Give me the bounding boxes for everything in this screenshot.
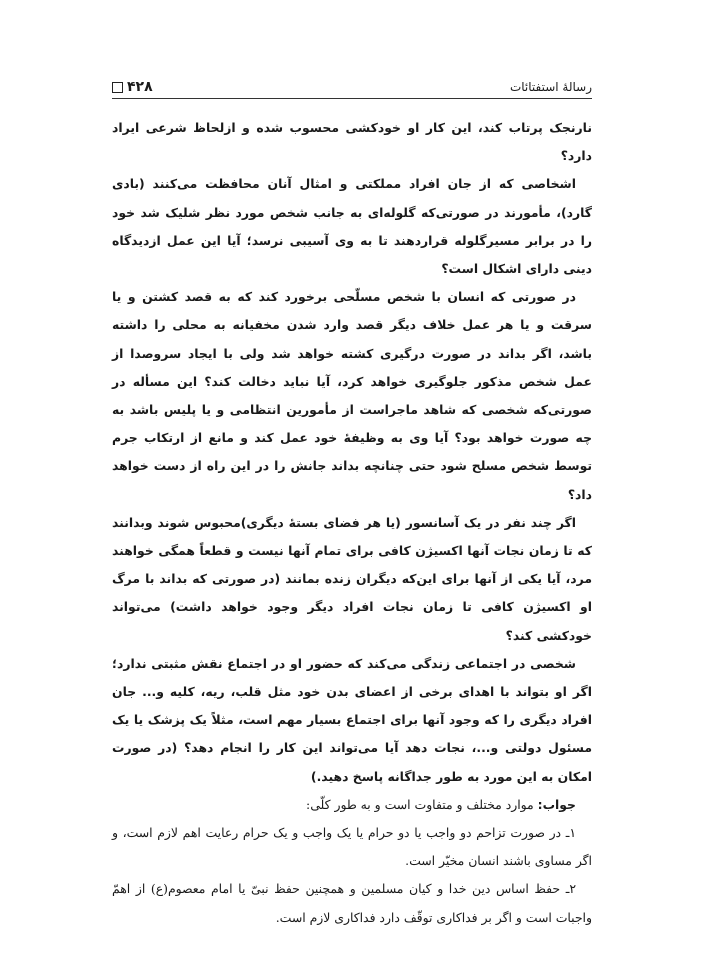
running-title: رسالۀ استفتائات — [509, 80, 592, 94]
answer-intro-paragraph — [112, 791, 592, 819]
answer-label: جواب: — [537, 796, 576, 812]
question-paragraph: در صورتی که انسان با شخص مسلّحی برخورد کند که به قصد کشتن و یا سرقت و یا هر عمل خلاف دیگر قصد وارد شدن مخفیانه به محلی را داشته باشد، اگر بداند در صورت درگیری کشته خواهد شد ولی با ایجاد سروصدا از عمل شخص مذکور جلوگیری خواهد کرد، آیا نباید دخالت کند؟ این مسأله در صورتی‌که شخصی که شاهد ماجراست از مأمورین انتظامی و یا پلیس باشد به چه صورت خواهد بود؟ آیا وی به وظیفۀ خود عمل کند و مانع از ارتکاب جرم توسط شخص مسلح شود حتی چنانچه بداند جانش را در این راه از دست خواهد داد؟ — [112, 289, 592, 502]
question-paragraph: اگر چند نفر در یک آسانسور (یا هر فضای بستۀ دیگری)محبوس شوند وبدانند که تا زمان نجات آنها اکسیژن کافی برای تمام آنها نیست و قطعاً همگی خواهند مرد، آیا یکی از آنها برای این‌که دیگران زنده بمانند (در صورتی که بداند با مرگ او اکسیژن کافی تا زمان نجات افراد دیگر وجود خواهد داشت) می‌تواند خودکشی کند؟ — [112, 514, 592, 643]
page-body — [112, 114, 592, 932]
answer-intro: موارد مختلف و متفاوت است و به طور کلّی: — [306, 796, 534, 812]
page-number: ۴۲۸ — [127, 79, 153, 95]
question-continuation: نارنجک پرتاب کند، این کار او خودکشی محسوب شده و ازلحاظ شرعی ایراد دارد؟ — [112, 120, 592, 164]
page-header — [112, 76, 592, 99]
page-number-group — [112, 79, 153, 95]
square-box-icon — [112, 82, 123, 93]
answer-item: ۲ـ حفظ اساس دین خدا و کیان مسلمین و همچنین حفظ نبیّ یا امام معصوم(ع) از اهمّ واجبات است و اگر بر فداکاری توقّف دارد فداکاری لازم است. — [112, 881, 592, 925]
question-paragraph: شخصی در اجتماعی زندگی می‌کند که حضور او در اجتماع نقش مثبتی ندارد؛ اگر او بتواند با اهدای برخی از اعضای بدن خود مثل قلب، ریه، کلیه و... جان افراد دیگری را که وجود آنها برای اجتماع بسیار مهم است، مثلاً یک پزشک یا یک مسئول دولتی و...، نجات دهد آیا می‌تواند این کار را انجام دهد؟ (در صورت امکان به این مورد به طور جداگانه پاسخ دهید.) — [112, 655, 592, 784]
question-paragraph: اشخاصی که از جان افراد مملکتی و امثال آنان محافظت می‌کنند (بادی گارد)، مأمورند در صورتی‌که گلوله‌ای به جانب شخص مورد نظر شلیک شد خود را در برابر مسیرگلوله قراردهند تا به وی آسیبی نرسد؛ آیا این عمل ازدیدگاه دینی دارای اشکال است؟ — [112, 176, 592, 277]
answer-item: ۱ـ در صورت تزاحم دو واجب یا دو حرام یا یک واجب و یک حرام رعایت اهم لازم است، و اگر مساوی باشند انسان مخیّر است. — [112, 825, 592, 869]
